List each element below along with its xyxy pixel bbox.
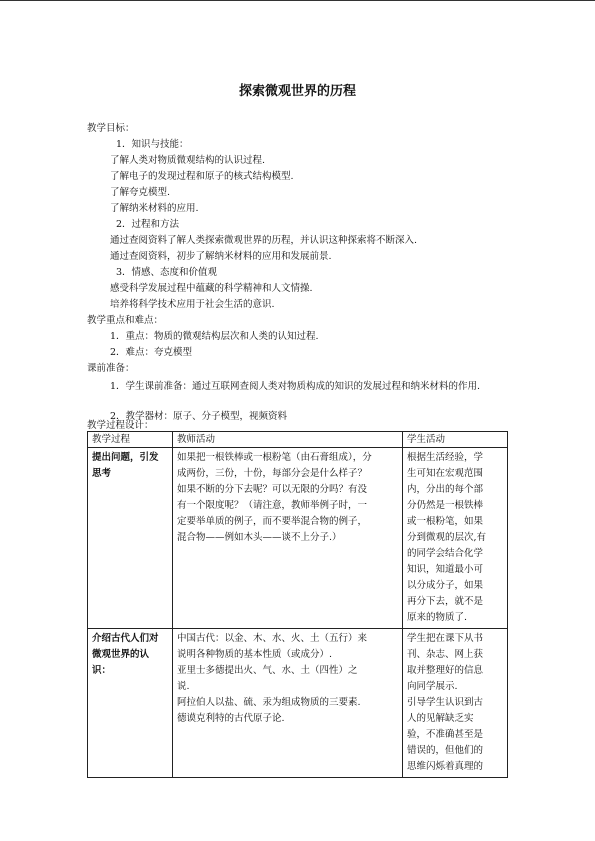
key-point-line: 1．重点：物质的微观结构层次和人类的认知过程. (110, 331, 319, 342)
section-heading-objectives: 教学目标： (87, 123, 135, 134)
teacher-text: 说. (177, 681, 190, 692)
page-top-border (0, 0, 595, 1)
objective-line: 了解夸克模型. (110, 187, 171, 198)
table-header-row (88, 432, 508, 448)
teacher-text: 如果不断的分下去呢？可以无限的分吗？有没 (177, 484, 368, 495)
student-text: 或一根粉笔，如果 (407, 516, 484, 527)
teacher-text: 亚里士多德提出火、气、水、土（四性）之 (177, 665, 358, 676)
teaching-process-table (87, 431, 508, 778)
student-text: 思维闪烁着真理的 (407, 761, 484, 772)
teacher-text: 如果把一根铁棒或一根粉笔（由石膏组成），分 (177, 452, 372, 463)
objective-line: 了解电子的发现过程和原子的核式结构模型. (110, 171, 294, 182)
student-text: 向同学展示. (407, 681, 458, 692)
table-header-cell: 教学过程 (88, 432, 173, 448)
table-row (88, 629, 508, 778)
student-text: 内，分出的每个部 (407, 484, 484, 495)
student-text: 分到微观的层次,有 (407, 532, 487, 543)
objective-line: 通过查阅资料了解人类探索微观世界的历程，并认识这种探索将不断深入. (110, 235, 418, 246)
process-text: 微观世界的认 (92, 649, 150, 660)
teacher-text: 中国古代：以金、木、水、火、土（五行）来 (177, 633, 368, 644)
document-title: 探索微观世界的历程 (238, 84, 356, 99)
objective-line: 通过查阅资料，初步了解纳米材料的应用和发展前景. (110, 251, 332, 262)
process-text: 提出问题，引发 (92, 452, 159, 463)
process-cell (88, 629, 173, 778)
teacher-text: 定要举单质的例子，而不要举混合物的例子， (177, 516, 368, 527)
teacher-text: 说明各种物质的基本性质（或成分）. (177, 649, 333, 660)
process-cell (88, 448, 173, 629)
teacher-activity-cell (173, 629, 403, 778)
table-row (88, 448, 508, 629)
objective-line: 培养将科学技术应用于社会生活的意识. (110, 299, 275, 310)
teacher-text: 德谟克利特的古代原子论. (177, 713, 285, 724)
section-heading-key-points: 教学重点和难点： (87, 315, 164, 326)
objective-line: 感受科学发展过程中蕴藏的科学精神和人文情操. (110, 283, 313, 294)
student-activity-cell (403, 448, 508, 629)
objective-line: 了解人类对物质微观结构的认识过程. (110, 155, 266, 166)
process-text: 介绍古代人们对 (92, 633, 159, 644)
student-text: 分仍然是一根铁棒 (407, 500, 484, 511)
subheading-process-method: 2．过程和方法 (116, 219, 180, 230)
process-text: 识： (92, 665, 112, 676)
student-text: 人的见解缺乏实 (407, 713, 474, 724)
section-heading-process-design: 教学过程设计： (87, 420, 154, 431)
student-text: 取并整理好的信息 (407, 665, 484, 676)
table-header-cell: 教师活动 (173, 432, 403, 448)
student-activity-cell (403, 629, 508, 778)
teacher-text: 阿拉伯人以盐、硫、汞为组成物质的三要素. (177, 697, 361, 708)
objective-line: 了解纳米材料的应用. (110, 203, 199, 214)
student-text: 知识，知道最小可 (407, 564, 484, 575)
teacher-text: 成两份，三份，十份，每部分会是什么样子？ (177, 468, 368, 479)
key-point-line: 2．难点：夸克模型 (110, 347, 193, 358)
student-text: 原来的物质了. (407, 612, 468, 623)
student-text: 学生把在课下从书 (407, 633, 484, 644)
section-heading-preparation: 课前准备： (87, 363, 135, 374)
student-text: 以分成分子，如果 (407, 580, 484, 591)
student-text: 引导学生认识到古 (407, 697, 484, 708)
subheading-attitude-values: 3．情感、态度和价值观 (116, 267, 218, 278)
preparation-line: 2．教学器材：原子、分子模型，视频资料 (110, 411, 288, 422)
student-text: 的同学会结合化学 (407, 548, 484, 559)
teacher-activity-cell (173, 448, 403, 629)
table-header-cell: 学生活动 (403, 432, 508, 448)
subheading-knowledge-skills: 1．知识与技能： (116, 139, 189, 150)
process-text: 思考 (92, 468, 112, 479)
teacher-text: 混合物——例如木头——谈不上分子.） (177, 532, 342, 543)
preparation-line: 1．学生课前准备：通过互联网查阅人类对物质构成的知识的发展过程和纳米材料的作用. (110, 381, 481, 392)
student-text: 错误的，但他们的 (407, 745, 484, 756)
student-text: 刊、杂志、网上获 (407, 649, 484, 660)
student-text: 根据生活经验，学 (407, 452, 484, 463)
student-text: 再分下去，就不是 (407, 596, 484, 607)
teacher-text: 有一个限度呢？（请注意，教师举例子时，一 (177, 500, 368, 511)
student-text: 生可知在宏观范围 (407, 468, 484, 479)
student-text: 验，不准确甚至是 (407, 729, 484, 740)
